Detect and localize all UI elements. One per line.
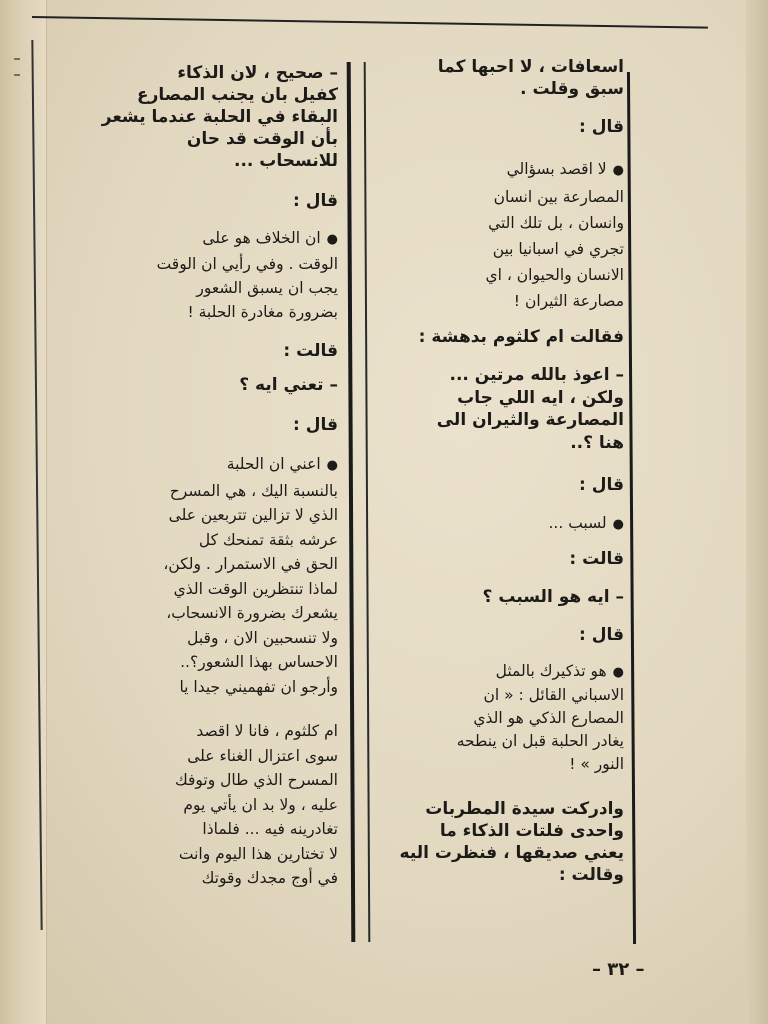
page-edge <box>746 0 768 1024</box>
speaker-label: قال : <box>293 415 338 435</box>
speaker-label: قال : <box>579 475 624 495</box>
paragraph: ● لسبب ... <box>374 510 624 538</box>
speaker-label: قال : <box>579 625 624 645</box>
narration-text: فقالت ام كلثوم بدهشة : <box>418 327 624 347</box>
column-divider-rule <box>347 62 356 942</box>
top-border-rule <box>32 16 708 29</box>
column-inner-rule <box>364 62 371 942</box>
dialogue-reply: – صحيح ، لان الذكاء كفيل بان يجنب المصارع البقاء في الحلبة عندما يشعر بأن الوقت قد حان للانسحاب ... <box>101 63 338 171</box>
right-intro-text: اسعافات ، لا احبها كما سبق وقلت . <box>437 57 624 99</box>
speaker-label: قالت : <box>283 341 338 361</box>
paragraph: ● لا اقصد بسؤالي المصارعة بين انسان وانسان ، بل تلك التي تجري في اسبانيا بين الانسان والحيوان ، اي مصارعة الثيران ! <box>374 156 624 314</box>
binding-mark <box>14 58 20 60</box>
speaker-label: قالت : <box>569 549 624 569</box>
paragraph: ● اعني ان الحلبة بالنسبة اليك ، هي المسرح الذي لا تزالين تتربعين على عرشه بثقة تمنحك كل الحق في الاستمرار . ولكن، لماذا تنتظرين الوقت الذي يشعرك بضرورة الانسحاب، ولا تنسحبين الان ، وقبل الاحساس بهذا الشعور؟.. وأرجو ان تفهميني جيدا يا <box>64 452 338 699</box>
right-border-rule <box>627 72 636 944</box>
page-number: – ٣٢ – <box>592 959 645 980</box>
narration-text: وادركت سيدة المطربات واحدى فلتات الذكاء ما يعني صديقها ، فنظرت اليه وقالت : <box>399 799 624 885</box>
binding-mark <box>14 74 20 76</box>
dialogue-reply: – اعوذ بالله مرتين ... ولكن ، ايه اللي جاب المصارعة والثيران الى هنا ؟.. <box>436 365 624 453</box>
paragraph: ● هو تذكيرك بالمثل الاسباني القائل : « ان المصارع الذكي هو الذي يغادر الحلبة قبل ان ينطحه النور » ! <box>374 660 624 776</box>
dialogue-reply: – ايه هو السبب ؟ <box>482 587 624 607</box>
left-column <box>64 62 338 891</box>
paragraph: ● ان الخلاف هو على الوقت . وفي رأيي ان الوقت يجب ان يسبق الشعور بضرورة مغادرة الحلبة ! <box>64 226 338 324</box>
speaker-label: قال : <box>579 117 624 137</box>
paragraph: ام كلثوم ، فانا لا اقصد سوى اعتزال الغناء على المسرح الذي طال وتوفك عليه ، ولا بد ان يأتي يوم تغادرينه فيه ... فلماذا لا تختارين هذا اليوم وانت في أوج مجدك وقوتك <box>174 722 338 887</box>
dialogue-reply: – تعني ايه ؟ <box>239 375 338 395</box>
speaker-label: قال : <box>293 191 338 211</box>
right-column <box>374 56 624 886</box>
